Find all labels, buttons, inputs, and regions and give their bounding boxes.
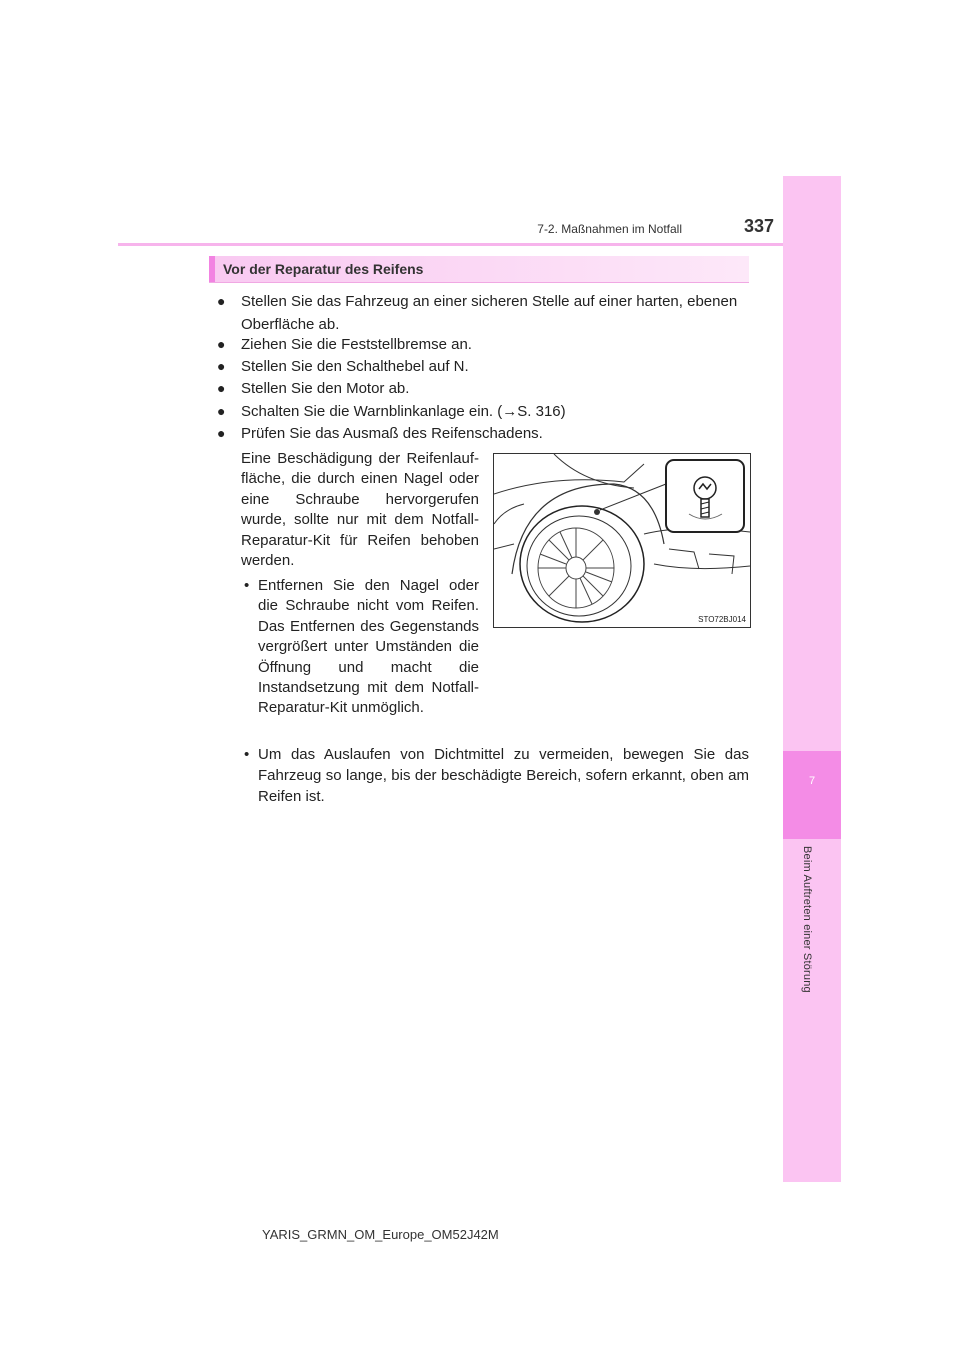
bullet-text: Stellen Sie das Fahrzeug an einer sicheren Stelle auf einer harten, ebenen Oberfläche ab. [241,293,738,333]
bullet-text: Stellen Sie den Schalthebel auf N. [241,358,469,375]
bullet-icon: ● [217,425,226,441]
bullet-icon: ● [217,358,226,374]
section-heading [209,256,749,283]
header-section-title: 7-2. Maßnahmen im Notfall [537,222,682,236]
bullet-text: Prüfen Sie das Ausmaß des Reifenschadens. [241,425,543,442]
sub-bullet-icon: • [244,577,250,594]
bullet-text: Stellen Sie den Motor ab. [241,380,410,397]
tire-damage-figure [493,453,751,628]
section-heading-text: Vor der Reparatur des Reifens [223,261,424,277]
damage-paragraph: Eine Beschädigung der Reifenlauffläche, die durch einen Nagel oder eine Schraube hervorgerufen wurde, sollte nur mit dem Notfall-Reparatur-Kit für Reifen behoben werden. [241,450,479,570]
bullet-text: Ziehen Sie die Feststellbremse an. [241,336,472,353]
figure-code: STO72BJ014 [698,615,746,624]
bullet-icon: ● [217,293,226,309]
bullet-item [217,290,752,336]
bullet-text: Schalten Sie die Warnblinkanlage ein. (→S. 316) [241,403,566,420]
chapter-side-tab [783,176,841,1182]
sub-bullet-icon: • [244,746,250,763]
sub-item-text: Entfernen Sie den Nagel oder die Schraube nicht vom Reifen. Das Entfernen des Gegenstands vergrößert unter Umständen die Öffnung und macht die Instandsetzung mit dem Notfall-Reparatur-Kit unmöglich. [258,577,479,717]
sub-item-text: Um das Auslaufen von Dichtmittel zu vermeiden, bewegen Sie das Fahrzeug so lange, bis der beschädigte Bereich, sofern erkannt, oben am Reifen ist. [258,746,749,805]
page-number: 337 [744,216,775,236]
chapter-number-tab [783,751,841,839]
wheel-illustration-icon [494,454,750,627]
bullet-icon: ● [217,336,226,352]
header-rule [118,243,783,246]
chapter-number: 7 [808,775,816,787]
footer-document-id: YARIS_GRMN_OM_Europe_OM52J42M [262,1227,499,1242]
bullet-icon: ● [217,403,226,419]
bullet-icon: ● [217,380,226,396]
chapter-title: Beim Auftreten einer Störung [801,846,813,993]
